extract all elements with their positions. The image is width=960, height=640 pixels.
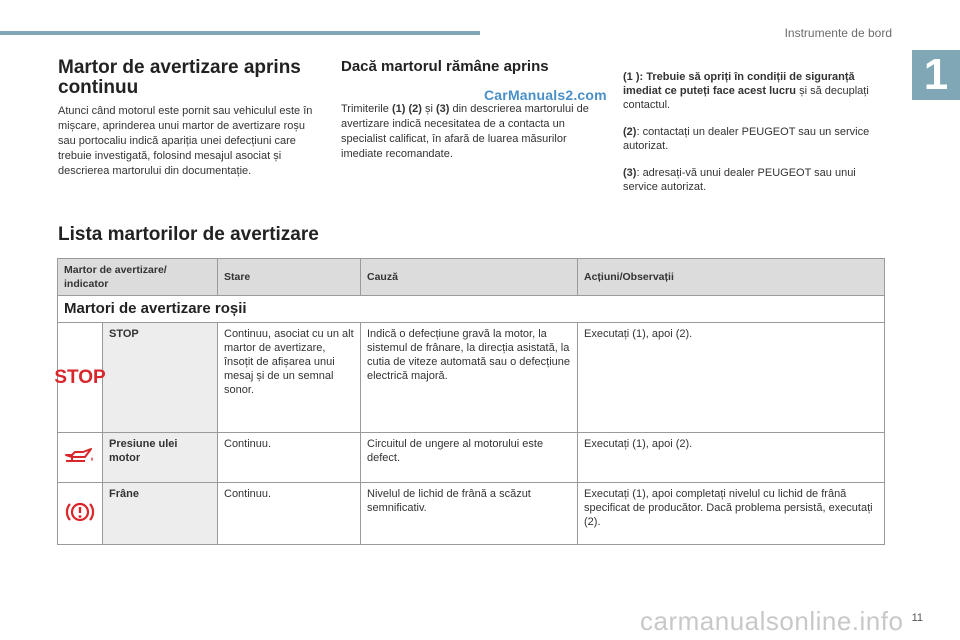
brake-icon bbox=[64, 498, 96, 526]
cause-cell: Circuitul de ungere al motorului este defect. bbox=[361, 433, 578, 483]
section-body-continuous-warning: Atunci când motorul este pornit sau vehiculul este în mișcare, aprinderea unui martor de avertizare roșu sau portocaliu indică apariția unei defecțiuni care trebuie investigată, folosind mesajul asociat și descrierea martorului din documentație. bbox=[58, 105, 313, 177]
stop-icon bbox=[54, 365, 106, 388]
icon-cell bbox=[58, 433, 103, 483]
table-section-row bbox=[58, 296, 885, 323]
ref-label: (1 ): bbox=[623, 71, 644, 83]
action-cell: Executați (1), apoi (2). bbox=[578, 323, 885, 433]
reference-1-2: (1) (2) bbox=[391, 103, 422, 115]
watermark-logo: CarManuals2.com bbox=[484, 87, 607, 103]
stop-icon-text: STOP bbox=[54, 366, 106, 388]
text-part: din descrierea martorului de avertizare indică necesitatea de a contacta un specialist calificat, în afară de luarea măsurilor imediate recomandate. bbox=[341, 103, 589, 160]
page-number: 11 bbox=[911, 612, 923, 624]
section-title-continuous-warning: Martor de avertizare aprins continuu bbox=[58, 57, 301, 98]
references-list bbox=[623, 70, 893, 207]
ref-label: (2) bbox=[623, 126, 637, 138]
reference-item-3 bbox=[623, 166, 893, 194]
column-header-indicator: Martor de avertizare/ indicator bbox=[58, 259, 218, 296]
indicator-name: Frâne bbox=[103, 483, 218, 545]
text-part: Trimiterile bbox=[341, 103, 392, 115]
ref-text: : adresați-vă unui dealer PEUGEOT sau unui service autorizat. bbox=[623, 167, 856, 193]
action-cell: Executați (1), apoi completați nivelul cu lichid de frână specificat de producător. Dacă problema persistă, executați (2). bbox=[578, 483, 885, 545]
header-accent-bar bbox=[0, 31, 480, 35]
icon-cell bbox=[54, 323, 106, 433]
table-row bbox=[58, 323, 885, 433]
column-header-cause: Cauză bbox=[361, 259, 578, 296]
reference-3: (3) bbox=[435, 103, 450, 115]
ref-bold-text: Trebuie să opriți în condiții de siguranță imediat ce puteți face acest lucru bbox=[623, 71, 855, 97]
indicator-name: STOP bbox=[103, 323, 218, 433]
section-body-if-light-stays-on bbox=[341, 102, 606, 162]
cause-cell: Nivelul de lichid de frână a scăzut semnificativ. bbox=[361, 483, 578, 545]
state-cell: Continuu. bbox=[218, 483, 361, 545]
column-header-actions: Acțiuni/Observații bbox=[578, 259, 885, 296]
action-cell: Executați (1), apoi (2). bbox=[578, 433, 885, 483]
reference-item-1 bbox=[623, 70, 893, 112]
page-header-title: Instrumente de bord bbox=[784, 26, 892, 40]
reference-item-2 bbox=[623, 125, 893, 153]
indicator-name: Presiune ulei motor bbox=[103, 433, 218, 483]
table-header-row bbox=[58, 259, 885, 296]
chapter-tab: 1 bbox=[912, 50, 960, 100]
state-cell: Continuu. bbox=[218, 433, 361, 483]
list-title: Lista martorilor de avertizare bbox=[58, 224, 319, 245]
table-row bbox=[58, 483, 885, 545]
ref-label: (3) bbox=[623, 167, 637, 179]
cause-cell: Indică o defecțiune gravă la motor, la sistemul de frânare, la direcția asistată, la cutia de viteze automată sau o defecțiune electrică majoră. bbox=[361, 323, 578, 433]
section-title-if-light-stays-on: Dacă martorul rămâne aprins bbox=[341, 58, 549, 75]
section-red-warnings: Martori de avertizare roșii bbox=[58, 296, 885, 323]
column-header-state: Stare bbox=[218, 259, 361, 296]
table-row bbox=[58, 433, 885, 483]
ref-text: : contactați un dealer PEUGEOT sau un service autorizat. bbox=[623, 126, 870, 152]
icon-cell bbox=[58, 483, 103, 545]
text-part: și bbox=[421, 103, 436, 115]
warning-lights-table bbox=[54, 258, 885, 545]
ref-text: și să decuplați contactul. bbox=[623, 85, 869, 111]
state-cell: Continuu, asociat cu un alt martor de avertizare, însoțit de afișarea unui mesaj și de un semnal sonor. bbox=[218, 323, 361, 433]
oil-pressure-icon bbox=[63, 446, 97, 466]
footer-watermark: carmanualsonline.info bbox=[640, 606, 904, 636]
